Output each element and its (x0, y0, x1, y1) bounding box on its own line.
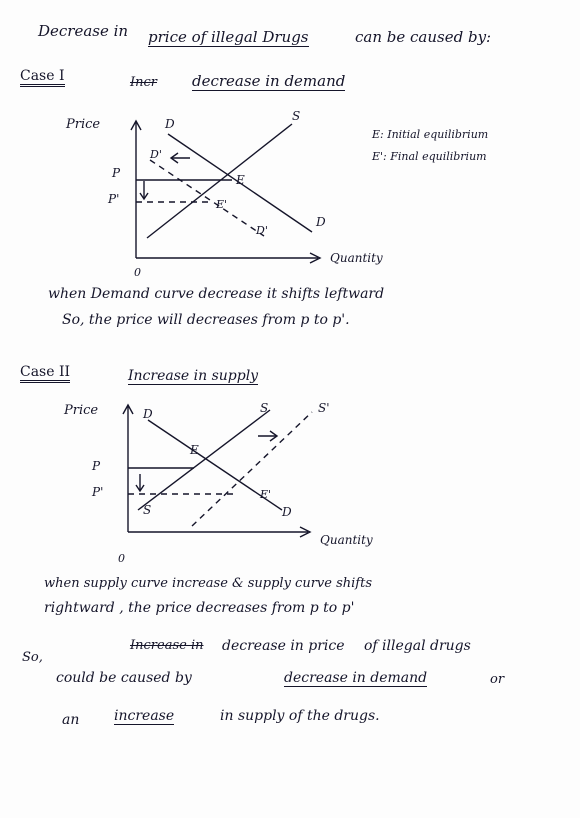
case2-supply-new-curve (192, 412, 312, 526)
summary-line3-b: increase (114, 708, 175, 724)
summary-so: So, (22, 650, 43, 665)
summary-line1-b: of illegal drugs (364, 638, 471, 654)
case1-legend-final: E': Final equilibrium (372, 150, 487, 163)
case1-legend-initial: E: Initial equilibrium (372, 128, 489, 141)
case1-origin: 0 (134, 266, 141, 279)
case2-eq-new-label: E' (260, 488, 272, 501)
case2-heading: Increase in supply (128, 368, 259, 384)
case2-supply-new-label: S' (318, 401, 330, 415)
title-part3: can be caused by: (355, 28, 492, 46)
case2-supply-label: S (260, 401, 269, 415)
summary-line2-a: could be caused by (56, 670, 192, 686)
summary-line2-c: or (490, 672, 505, 687)
summary-line1-a: decrease in price (222, 638, 345, 654)
case1-y-label: Price (66, 117, 101, 132)
case1-eq-new-label: E' (216, 198, 228, 211)
case1-supply-label: S (292, 109, 301, 123)
title-part1: Decrease in (38, 22, 129, 40)
case1-p-new-label: P' (108, 192, 120, 206)
case1-demand-new-label-end: D' (256, 224, 268, 237)
case2-demand-label: D (143, 407, 153, 421)
case2-y-label: Price (64, 403, 99, 418)
summary-line2-b: decrease in demand (284, 670, 428, 686)
title-part2: price of illegal Drugs (148, 28, 309, 46)
case2-x-label: Quantity (320, 533, 373, 547)
case1-heading: decrease in demand (192, 72, 346, 90)
summary-line3-c: in supply of the drugs. (220, 708, 380, 724)
case2-p-label: P (92, 459, 101, 473)
case2-demand-label-end: D (282, 505, 292, 519)
summary-line3-a: an (62, 712, 80, 728)
case1-conclusion-line2: So, the price will decreases from p to p'. (62, 312, 350, 328)
case1-demand-label-end: D (316, 215, 326, 229)
case1-conclusion-line1: when Demand curve decrease it shifts leftward (48, 286, 385, 302)
case1-demand-new-label: D' (150, 148, 162, 161)
case1-x-label: Quantity (330, 251, 383, 265)
case2-p-new-label: P' (92, 485, 104, 499)
case2-eq-label: E (190, 443, 199, 457)
case2-supply-label-start: S (143, 503, 152, 517)
case1-demand-label: D (165, 117, 175, 131)
case1-struck-word: Incr (130, 75, 158, 90)
case2-origin: 0 (118, 552, 125, 565)
case1-eq-label: E (236, 173, 245, 187)
case1-label: Case I (20, 68, 65, 87)
summary-struck-phrase: Increase in (130, 638, 204, 653)
case2-conclusion-line1: when supply curve increase & supply curve shifts (44, 576, 372, 591)
case1-p-label: P (112, 166, 121, 180)
case2-label: Case II (20, 364, 70, 383)
case2-conclusion-line2: rightward , the price decreases from p to p' (44, 600, 355, 616)
case2-supply-curve (138, 410, 270, 510)
